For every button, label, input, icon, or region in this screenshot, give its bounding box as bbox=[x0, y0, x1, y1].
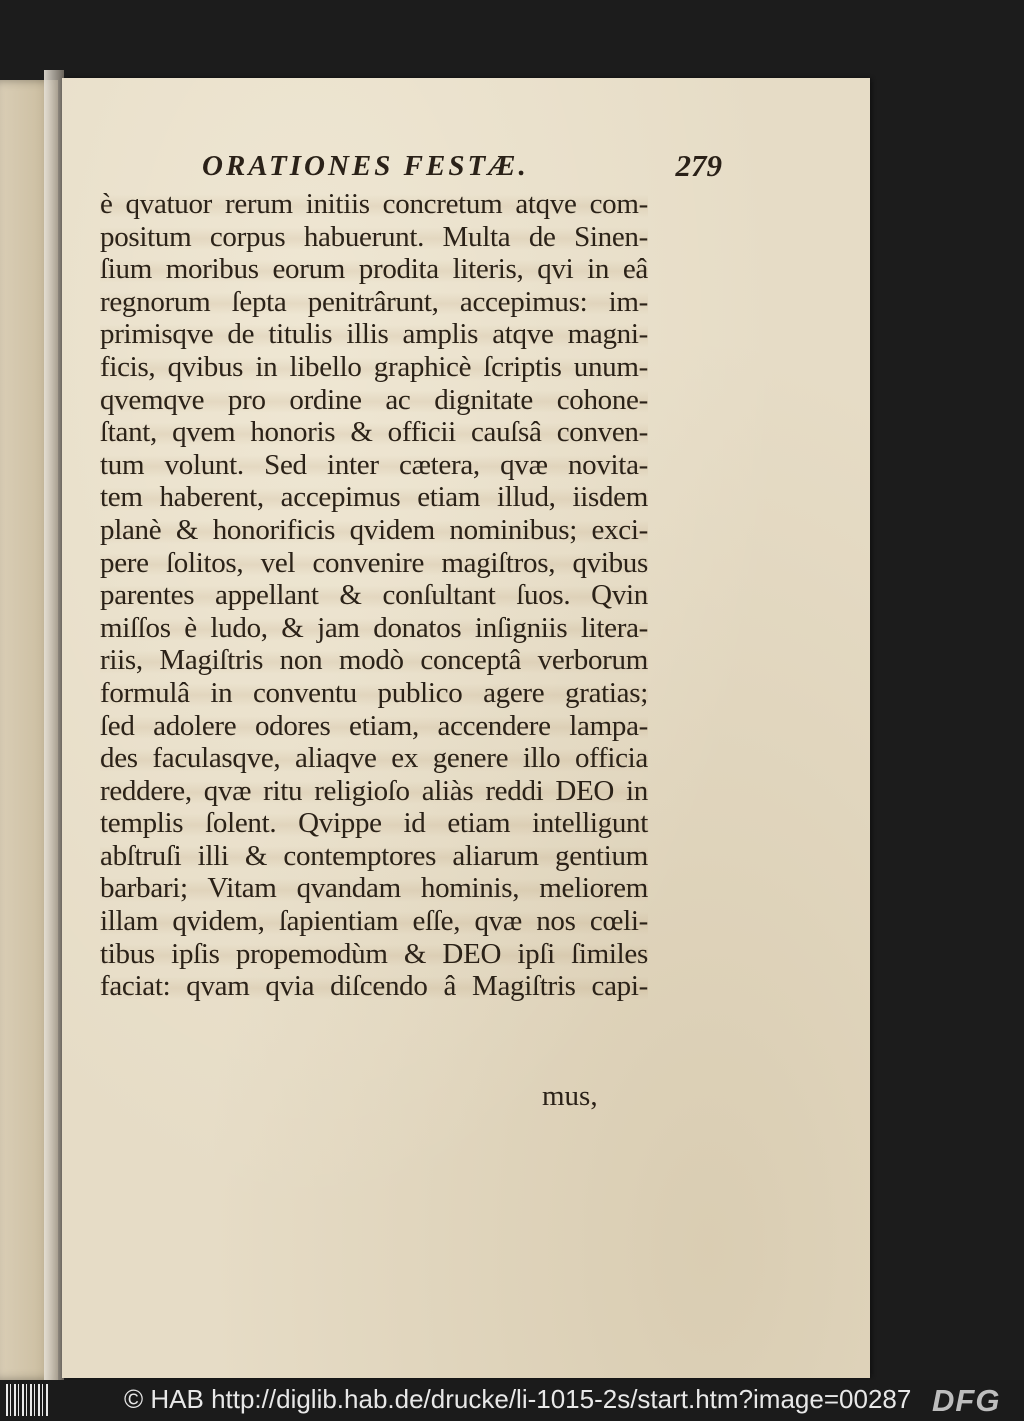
text-line: reddere, qvæ ritu religioſo aliàs reddi DEO in bbox=[100, 774, 648, 807]
text-line: barbari; Vitam qvandam hominis, meliorem bbox=[100, 872, 648, 905]
dfg-logo: DFG bbox=[932, 1383, 1001, 1418]
text-line: faciat: qvam qvia diſcendo â Magiſtris capi- bbox=[100, 970, 648, 1003]
text-line: tibus ipſis propemodùm & DEO ipſi ſimiles bbox=[100, 937, 648, 970]
running-title: ORATIONES FESTÆ. bbox=[202, 150, 529, 182]
viewer-footer bbox=[0, 1380, 1024, 1421]
library-barcode-icon bbox=[6, 1384, 48, 1416]
text-line: formulâ in conventu publico agere gratias; bbox=[100, 676, 648, 709]
text-line: templis ſolent. Qvippe id etiam intelligunt bbox=[100, 807, 648, 840]
catchword: mus, bbox=[542, 1080, 598, 1112]
text-line: des faculasqve, aliaqve ex genere illo officia bbox=[100, 742, 648, 775]
text-line: ficis, qvibus in libello graphicè ſcriptis unum- bbox=[100, 350, 648, 383]
book-page bbox=[62, 78, 870, 1378]
copyright-link[interactable]: © HAB http://diglib.hab.de/drucke/li-1015-2s/start.htm?image=00287 bbox=[124, 1384, 912, 1414]
text-line: parentes appellant & conſultant ſuos. Qvin bbox=[100, 579, 648, 612]
text-line: tem haberent, accepimus etiam illud, iisdem bbox=[100, 481, 648, 514]
text-line: positum corpus habuerunt. Multa de Sinen- bbox=[100, 220, 648, 253]
text-line: ſed adolere odores etiam, accendere lampa- bbox=[100, 709, 648, 742]
text-line: planè & honorificis qvidem nominibus; exci- bbox=[100, 513, 648, 546]
text-line: pere ſolitos, vel convenire magiſtros, qvibus bbox=[100, 546, 648, 579]
body-text bbox=[100, 188, 648, 1003]
page-number: 279 bbox=[675, 148, 722, 183]
text-line: abſtruſi illi & contemptores aliarum gentium bbox=[100, 839, 648, 872]
text-line: illam qvidem, ſapientiam eſſe, qvæ nos cœli- bbox=[100, 905, 648, 938]
bleed-through-text bbox=[2, 150, 28, 164]
text-line: riis, Magiſtris non modò conceptâ verborum bbox=[100, 644, 648, 677]
text-line: ſium moribus eorum prodita literis, qvi in eâ bbox=[100, 253, 648, 286]
text-line: regnorum ſepta penitrârunt, accepimus: im- bbox=[100, 285, 648, 318]
text-line: qvemqve pro ordine ac dignitate cohone- bbox=[100, 383, 648, 416]
page-edge-strip bbox=[44, 70, 64, 1380]
text-line: miſſos è ludo, & jam donatos inſigniis litera- bbox=[100, 611, 648, 644]
running-head bbox=[202, 150, 722, 190]
text-line: primisqve de titulis illis amplis atqve magni- bbox=[100, 318, 648, 351]
text-line: è qvatuor rerum initiis concretum atqve com- bbox=[100, 188, 648, 220]
text-line: tum volunt. Sed inter cætera, qvæ novita- bbox=[100, 448, 648, 481]
text-line: ſtant, qvem honoris & officii cauſsâ conven- bbox=[100, 416, 648, 449]
